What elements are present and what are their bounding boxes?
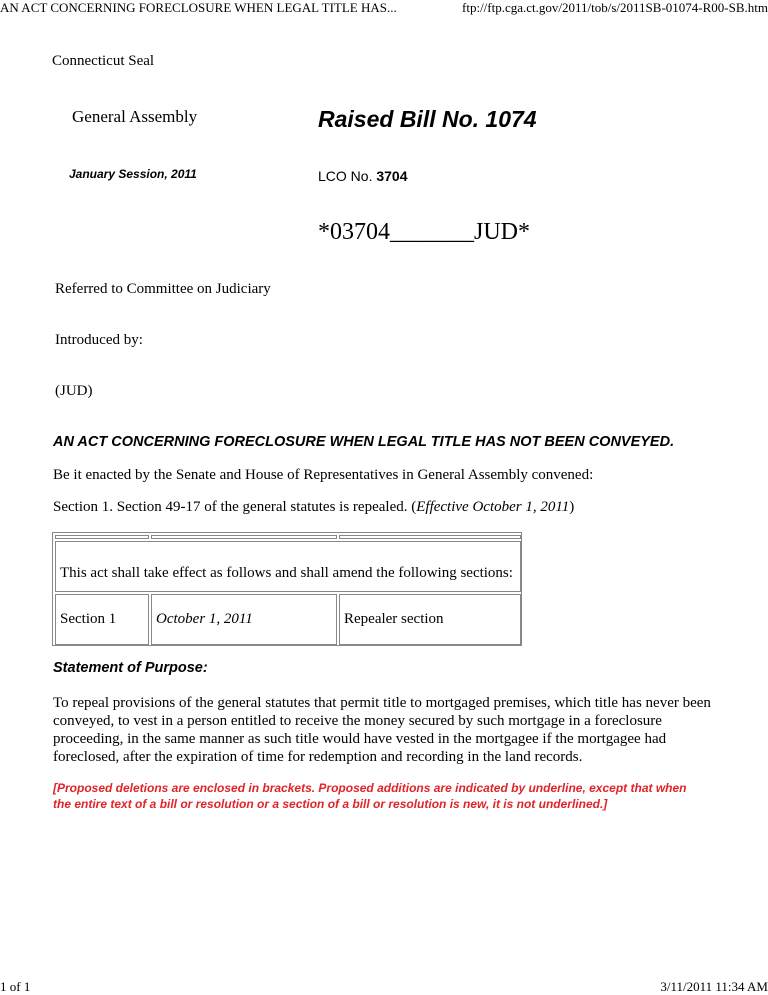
- table-stub-cell: [339, 535, 521, 539]
- lco-number: [318, 168, 408, 184]
- purpose-line: To repeal provisions of the general statutes that permit title to mortgaged premises, which title has never been: [53, 695, 711, 711]
- lco-value: 3704: [376, 168, 408, 184]
- bill-barcode: *03704_______JUD*: [318, 219, 531, 245]
- act-title: AN ACT CONCERNING FORECLOSURE WHEN LEGAL TITLE HAS NOT BEEN CONVEYED.: [53, 434, 675, 450]
- table-description-text: Repealer section: [344, 611, 444, 627]
- print-timestamp: 3/11/2011 11:34 AM: [660, 979, 768, 994]
- purpose-line: conveyed, to vest in a person entitled to receive the money secured by such mortgage in a foreclosure: [53, 713, 662, 729]
- enacting-clause: Be it enacted by the Senate and House of Representatives in General Assembly convened:: [53, 467, 594, 483]
- note-line: the entire text of a bill or resolution or a section of a bill or resolution is new, it is not underlined.]: [53, 797, 608, 811]
- general-assembly-label: General Assembly: [72, 107, 198, 126]
- table-date-text: October 1, 2011: [156, 611, 253, 627]
- section-1-body: Section 1. Section 49-17 of the general statutes is repealed. (: [53, 499, 417, 515]
- table-section-text: Section 1: [60, 611, 117, 627]
- table-cell-description: [339, 594, 521, 645]
- bill-title: Raised Bill No. 1074: [318, 106, 537, 132]
- section-1-text: [53, 499, 574, 516]
- connecticut-seal-text: Connecticut Seal: [52, 53, 155, 69]
- introduced-by-label: Introduced by:: [55, 332, 143, 348]
- section-1-close: ): [569, 499, 575, 515]
- table-header-cell: [55, 541, 521, 592]
- statement-of-purpose-text: [53, 694, 733, 766]
- statement-of-purpose-title: Statement of Purpose:: [53, 660, 208, 676]
- purpose-line: foreclosed, after the expiration of time for redemption and recording in the land records.: [53, 749, 583, 765]
- table-cell-section: [55, 594, 149, 645]
- table-cell-date: [151, 594, 337, 645]
- session-label: January Session, 2011: [69, 167, 197, 181]
- table-stub-cell: [151, 535, 337, 539]
- table-stub-cell: [55, 535, 149, 539]
- purpose-line: proceeding, in the same manner as such title would have vested in the mortgagee if the mortgagee had: [53, 731, 667, 747]
- page-count: 1 of 1: [0, 979, 31, 994]
- committee-referral: Referred to Committee on Judiciary: [55, 281, 271, 297]
- print-header-url: ftp://ftp.cga.ct.gov/2011/tob/s/2011SB-01074-R00-SB.htm: [462, 0, 768, 15]
- print-header-title: AN ACT CONCERNING FORECLOSURE WHEN LEGAL TITLE HAS...: [0, 0, 397, 15]
- section-1-effective-date: Effective October 1, 2011: [416, 499, 570, 515]
- table-header-text: This act shall take effect as follows and shall amend the following sections:: [60, 565, 513, 581]
- note-line: [Proposed deletions are enclosed in brackets. Proposed additions are indicated by underline, except that when: [53, 781, 687, 795]
- effective-date-table: [52, 532, 522, 646]
- lco-label: LCO No.: [318, 168, 377, 184]
- introducer: (JUD): [55, 383, 93, 399]
- bracket-note: [53, 780, 753, 812]
